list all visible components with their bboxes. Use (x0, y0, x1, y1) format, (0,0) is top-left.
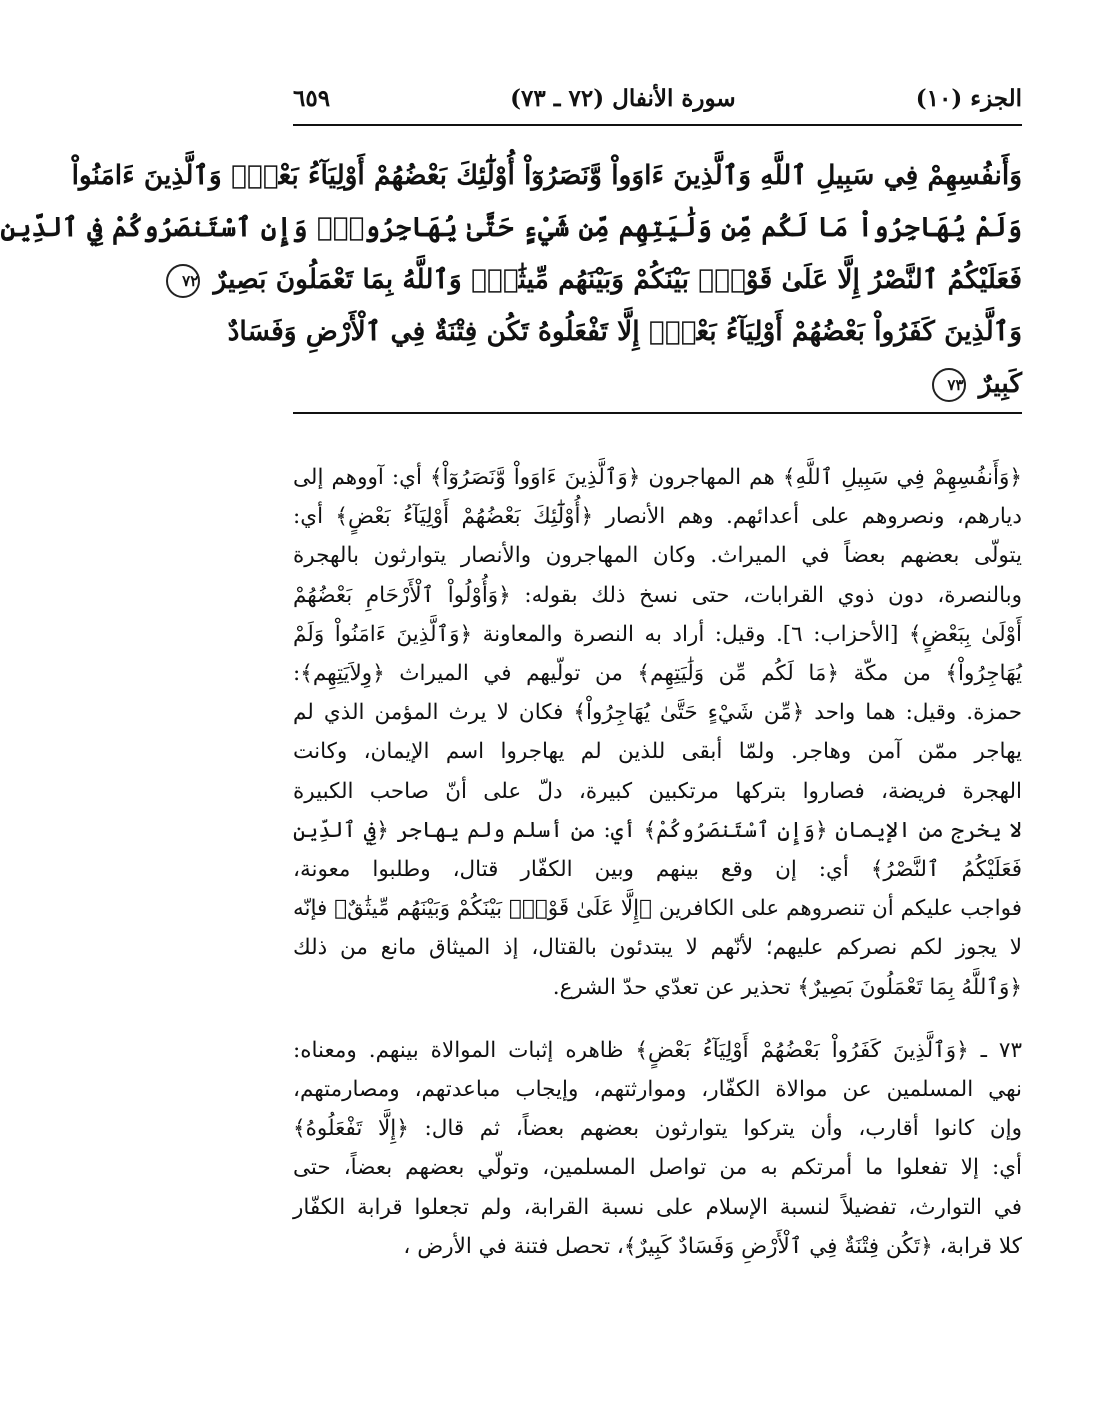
verses-divider (293, 412, 1022, 414)
commentary-line: كلا قرابة، ﴿تَكُن فِتْنَةٌ فِي ٱلْأَرْضِ وَفَسَادٌ كَبِيرٌ﴾، تحصل فتنة في الأرض ، (403, 1233, 1022, 1259)
surah-title: سورة الأنفال (٧٢ ـ ٧٣) (510, 84, 736, 112)
ayah-number-marker: ٧٢ (166, 264, 200, 298)
header-divider (293, 124, 1022, 126)
verse-line (293, 358, 1022, 410)
page-number: ٦٥٩ (293, 84, 331, 112)
commentary-line: ﴿وَٱللَّهُ بِمَا تَعْمَلُونَ بَصِيرٌ﴾ تحذير عن تعدّي حدّ الشرع. (552, 974, 1022, 1000)
verse-line (71, 150, 1022, 202)
commentary-line: لا يخرج من الإيمان ﴿وَإِنِ ٱسْتَنصَرُوكُمْ﴾ أي: من أسلم ولم يهاجر ﴿فِي ٱلدِّينِ (293, 817, 1022, 843)
commentary-line: في التوارث، تفضيلاً لنسبة الإسلام على نسبة القرابة، ولم تجعلوا قرابة الكفّار (293, 1194, 1022, 1220)
verse-line (182, 254, 1022, 306)
commentary-line: ٧٣ ـ ﴿وَٱلَّذِينَ كَفَرُواْ بَعْضُهُمْ أَوْلِيَآءُ بَعْضٍ﴾ ظاهره إثبات الموالاة بينهم. ومعناه: (293, 1037, 1022, 1063)
commentary-paragraph (293, 458, 1022, 1007)
commentary (293, 458, 1022, 1266)
verse-text: وَلَمْ يُهَاجِرُواْ مَا لَكُم مِّن وَلَٰيَتِهِم مِّن شَيْءٍ حَتَّىٰ يُهَاجِرُواْۚ وَإِنِ ٱسْتَنصَرُوكُمْ فِي ٱلدِّينِ (0, 212, 1022, 243)
verse-text: وَأَنفُسِهِمْ فِي سَبِيلِ ٱللَّهِ وَٱلَّذِينَ ءَاوَواْ وَّنَصَرُوٓاْ أُوْلَٰٓئِكَ بَعْضُهُمْ أَوْلِيَآءُ بَعْضٍۚ وَٱلَّذِينَ ءَامَنُواْ (71, 160, 1022, 191)
commentary-line: يتولّى بعضهم بعضاً في الميراث. وكان المهاجرون والأنصار يتوارثون بالهجرة (293, 543, 1022, 569)
commentary-line: يُهَاجِرُواْ﴾ من مكّة ﴿مَا لَكُم مِّن وَلَٰيَتِهِم﴾ من تولّيهم في الميراث ﴿وِلاَيَتِهِم﴾: (293, 661, 1022, 687)
commentary-paragraph (293, 1031, 1022, 1266)
commentary-line: فَعَلَيْكُمُ ٱلنَّصْرُ﴾ أي: إن وقع بينهم وبين الكفّار قتال، وطلبوا معونة، (293, 857, 1022, 883)
commentary-line: ديارهم، ونصروهم على أعدائهم. وهم الأنصار ﴿أُوْلَٰٓئِكَ بَعْضُهُمْ أَوْلِيَآءُ بَعْضٍ﴾ أي: (293, 504, 1022, 530)
commentary-line: أي: إلا تفعلوا ما أمرتكم به من تواصل المسلمين، وتولّي بعضهم بعضاً، حتى (293, 1155, 1022, 1181)
quran-verses (0, 150, 1022, 410)
running-head (293, 78, 1022, 118)
verse-line (0, 202, 1022, 254)
part-number: الجزء (١٠) (915, 84, 1022, 112)
paragraph-gap (293, 1007, 1022, 1031)
verse-text: وَٱلَّذِينَ كَفَرُواْ بَعْضُهُمْ أَوْلِيَآءُ بَعْضٍۚ إِلَّا تَفْعَلُوهُ تَكُن فِتْنَةٌ فِي ٱلْأَرْضِ وَفَسَادٌ (227, 316, 1022, 347)
commentary-line: أَوْلَىٰ بِبَعْضٍ﴾ [الأحزاب: ٦]. وقيل: أراد به النصرة والمعاونة ﴿وَٱلَّذِينَ ءَامَنُواْ وَلَمْ (293, 621, 1022, 647)
commentary-line: وبالنصرة، دون ذوي القرابات، حتى نسخ ذلك بقوله: ﴿وَأُوْلُواْ ٱلْأَرْحَامِ بَعْضُهُمْ (293, 582, 1022, 608)
commentary-line: فواجب عليكم أن تنصروهم على الكافرين ﴿إِلَّا عَلَىٰ قَوْمِۭ بَيْنَكُمْ وَبَيْنَهُم مِّيثَٰقٌ﴾ فإنّه (293, 896, 1022, 922)
commentary-line: نهي المسلمين عن موالاة الكفّار، وموارثتهم، وإيجاب مباعدتهم، ومصارمتهم، (293, 1077, 1022, 1103)
commentary-line: لا يجوز لكم نصركم عليهم؛ لأنّهم لا يبتدئون بالقتال، إذ الميثاق مانع من ذلك (293, 935, 1022, 961)
commentary-line: يهاجر ممّن آمن وهاجر. ولمّا أبقى للذين لم يهاجروا اسم الإيمان، وكانت (293, 739, 1022, 765)
ayah-number-marker: ٧٣ (932, 368, 966, 402)
verse-text: فَعَلَيْكُمُ ٱلنَّصْرُ إِلَّا عَلَىٰ قَوْمِۭ بَيْنَكُمْ وَبَيْنَهُم مِّيثَٰقٌۗ وَٱللَّهُ بِمَا تَعْمَلُونَ بَصِيرٌ (213, 264, 1022, 295)
verse-text: كَبِيرٌ (978, 368, 1022, 399)
commentary-line: الهجرة فريضة، فصاروا بتركها مرتكبين كبيرة، دلّ على أنّ صاحب الكبيرة (293, 778, 1022, 804)
commentary-line: ﴿وَأَنفُسِهِمْ فِي سَبِيلِ ٱللَّهِ﴾ هم المهاجرون ﴿وَٱلَّذِينَ ءَاوَواْ وَّنَصَرُوٓاْ﴾ أي: آووهم إلى (293, 465, 1022, 490)
commentary-line: حمزة. وقيل: هما واحد ﴿مِّن شَيْءٍ حَتَّىٰ يُهَاجِرُواْ﴾ فكان لا يرث المؤمن الذي لم (293, 700, 1022, 726)
commentary-line: وإن كانوا أقارب، وأن يتركوا يتوارثون بعضهم بعضاً، ثم قال: ﴿إِلَّا تَفْعَلُوهُ﴾ (293, 1116, 1022, 1142)
verse-line (227, 306, 1022, 358)
